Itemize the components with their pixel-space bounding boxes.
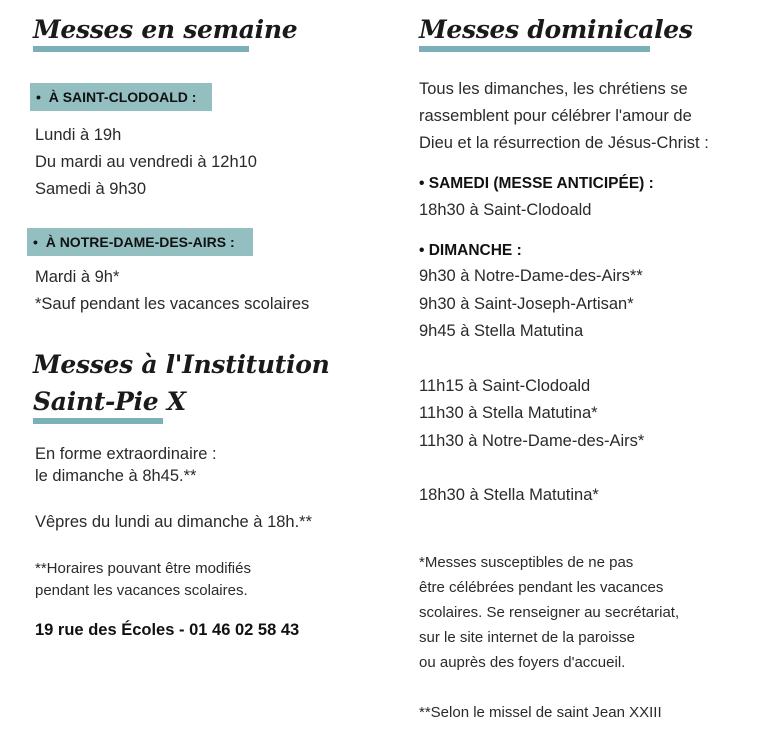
sunday-label: • DIMANCHE : [419,242,522,259]
schedule-line: 9h45 à Stella Matutina [419,322,584,340]
schedule-line: Samedi à 9h30 [35,180,146,198]
saturday-label: • SAMEDI (MESSE ANTICIPÉE) : [419,175,654,192]
schedule-line: 18h30 à Saint-Clodoald [419,201,592,219]
schedule-line: 9h30 à Saint-Joseph-Artisan* [419,295,634,313]
bullet: • [33,234,46,250]
intro-line: Tous les dimanches, les chrétiens se [419,80,688,98]
notre-dame-label [27,228,253,256]
schedule-line: 11h15 à Saint-Clodoald [419,377,591,395]
footnote-line: ou auprès des foyers d'accueil. [419,654,626,671]
note-line: **Horaires pouvant être modifiés [35,560,251,577]
weekday-heading: Messes en semaine [33,15,298,44]
vespers-line: Vêpres du lundi au dimanche à 18h.** [35,513,313,531]
schedule-line: En forme extraordinaire : [35,445,217,463]
schedule-note: *Sauf pendant les vacances scolaires [35,295,310,313]
saint-clodoald-label-text: À SAINT-CLODOALD : [48,89,197,105]
footnote-line: être célébrées pendant les vacances [419,579,664,596]
sunday-heading: Messes dominicales [419,15,693,44]
bullet: • [36,89,49,105]
schedule-line: le dimanche à 8h45.** [35,467,197,485]
schedule-line: 18h30 à Stella Matutina* [419,486,599,504]
schedule-line: 11h30 à Stella Matutina* [419,404,598,422]
schedule-line: Du mardi au vendredi à 12h10 [35,153,257,171]
schedule-line: 9h30 à Notre-Dame-des-Airs** [419,267,643,285]
institution-heading-line1: Messes à l'Institution [33,350,330,379]
schedule-line: 11h30 à Notre-Dame-des-Airs* [419,432,645,450]
schedule-line: Mardi à 9h* [35,268,120,286]
footnote-line: scolaires. Se renseigner au secrétariat, [419,604,680,621]
notre-dame-label-text: À NOTRE-DAME-DES-AIRS : [45,234,235,250]
schedule-line: Lundi à 19h [35,126,122,144]
intro-line: rassemblent pour célébrer l'amour de [419,107,692,125]
institution-heading-line2: Saint-Pie X [33,387,186,416]
footnote-line: sur le site internet de la paroisse [419,629,635,646]
footnote-line: *Messes susceptibles de ne pas [419,554,634,571]
saint-clodoald-label [30,83,212,111]
missal-note: **Selon le missel de saint Jean XXIII [419,704,662,721]
note-line: pendant les vacances scolaires. [35,582,248,599]
address-phone: 19 rue des Écoles - 01 46 02 58 43 [35,621,300,639]
intro-line: Dieu et la résurrection de Jésus-Christ : [419,134,709,152]
